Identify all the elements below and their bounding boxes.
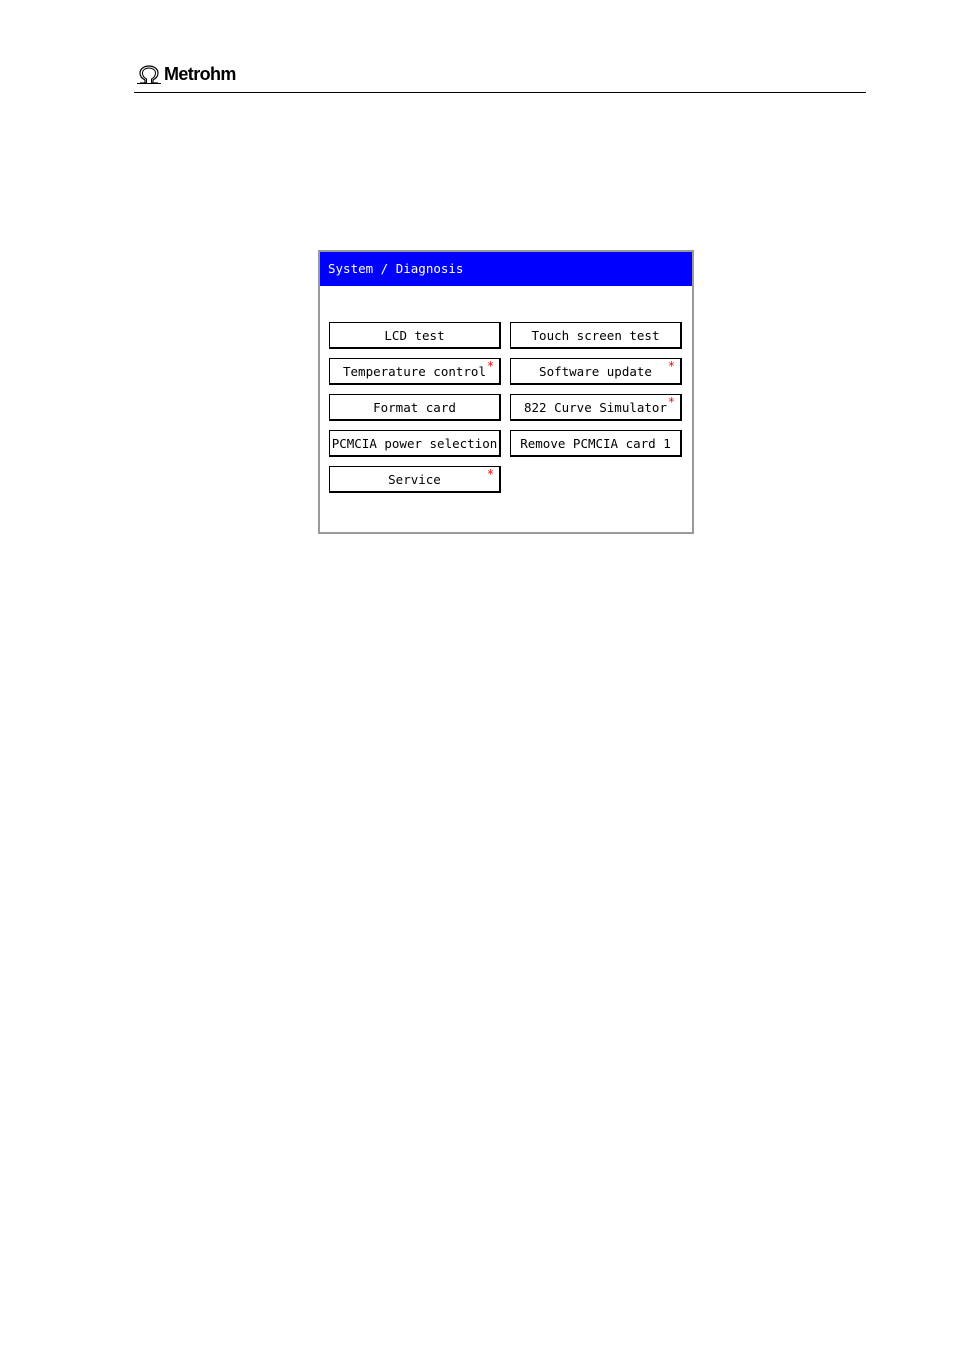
format-card-button[interactable] [329, 394, 501, 421]
curve-simulator-button[interactable] [510, 394, 682, 421]
brand-name: Metrohm [164, 64, 236, 84]
required-marker: * [486, 467, 494, 481]
button-label: Software update [539, 363, 652, 379]
button-label: Remove PCMCIA card 1 [520, 435, 671, 451]
button-label: Format card [373, 399, 456, 415]
omega-logo-icon [136, 65, 162, 85]
required-marker: * [667, 359, 675, 373]
button-label: Service [388, 471, 441, 487]
system-diagnosis-dialog [318, 250, 694, 534]
remove-pcmcia-card-button[interactable] [510, 430, 682, 457]
button-label: LCD test [384, 327, 445, 343]
button-label: Temperature control [343, 363, 486, 379]
required-marker: * [667, 395, 675, 409]
required-marker: * [486, 359, 494, 373]
touch-screen-test-button[interactable] [510, 322, 682, 349]
temperature-control-button[interactable] [329, 358, 501, 385]
software-update-button[interactable] [510, 358, 682, 385]
button-label: 822 Curve Simulator [524, 399, 667, 415]
button-label: Touch screen test [531, 327, 660, 343]
metrohm-logo [136, 64, 236, 85]
button-label: PCMCIA power selection [331, 435, 498, 451]
dialog-title: System / Diagnosis [320, 252, 692, 286]
pcmcia-power-selection-button[interactable] [329, 430, 501, 457]
service-button[interactable] [329, 466, 501, 493]
page-header [134, 62, 866, 93]
lcd-test-button[interactable] [329, 322, 501, 349]
